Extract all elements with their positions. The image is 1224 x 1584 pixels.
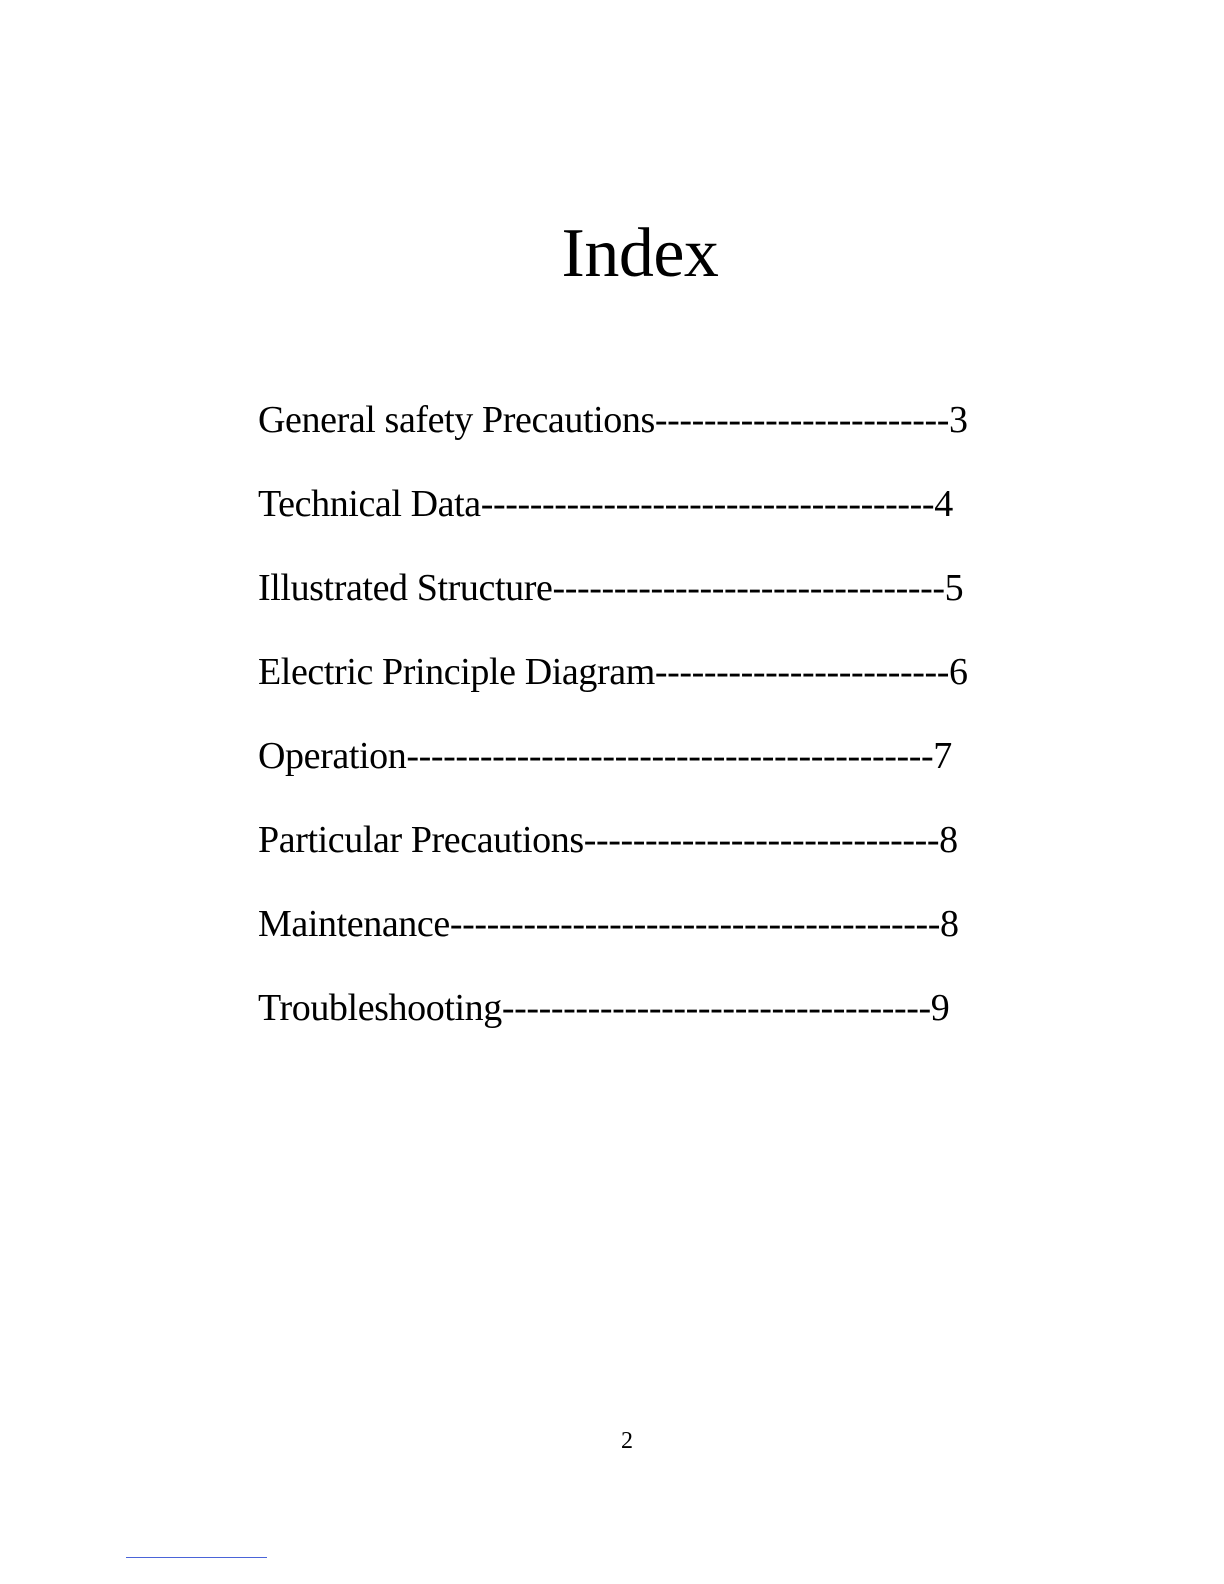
toc-entry-technical-data (258, 480, 1018, 564)
toc-entry-particular-precautions (258, 816, 1018, 900)
toc-entry-label: Illustrated Structure (258, 567, 553, 609)
toc-entry-label: General safety Precautions (258, 399, 655, 441)
toc-entry-page: 6 (949, 651, 968, 693)
toc-entry-page: 7 (933, 735, 952, 777)
toc-entry-leader: ------------------------ (654, 651, 949, 693)
toc-entry-leader: ------------------------ (654, 399, 949, 441)
footer-rule (126, 1557, 267, 1558)
toc-entry-label: Troubleshooting (258, 987, 502, 1029)
toc-entry-leader: ----------------------------------- (501, 987, 931, 1029)
toc-entry-page: 4 (934, 483, 953, 525)
toc-entry-label: Operation (258, 735, 407, 777)
table-of-contents (258, 396, 1018, 1068)
toc-entry-page: 3 (949, 399, 968, 441)
toc-entry-page: 9 (930, 987, 950, 1029)
toc-entry-leader: ------------------------------------- (480, 483, 935, 525)
toc-entry-label: Particular Precautions (258, 819, 584, 861)
toc-entry-leader: ---------------------------------------- (449, 903, 941, 945)
toc-entry-leader: ------------------------------------------- (406, 735, 934, 777)
toc-entry-page: 8 (940, 903, 959, 945)
toc-entry-label: Electric Principle Diagram (258, 651, 655, 693)
page-number: 2 (621, 1428, 633, 1454)
toc-entry-page: 8 (939, 819, 958, 861)
toc-entry-illustrated-structure (258, 564, 1018, 648)
toc-entry-maintenance (258, 900, 1018, 984)
toc-entry-electric-principle-diagram (258, 648, 1018, 732)
toc-entry-page: 5 (944, 567, 964, 609)
toc-entry-label: Technical Data (258, 483, 481, 525)
toc-entry-general-safety-precautions (258, 396, 1018, 480)
toc-entry-leader: ----------------------------- (583, 819, 940, 861)
page-title: Index (561, 215, 719, 292)
toc-entry-leader: -------------------------------- (552, 567, 945, 609)
toc-entry-operation (258, 732, 1018, 816)
toc-entry-label: Maintenance (258, 903, 450, 945)
toc-entry-troubleshooting (258, 984, 1018, 1068)
